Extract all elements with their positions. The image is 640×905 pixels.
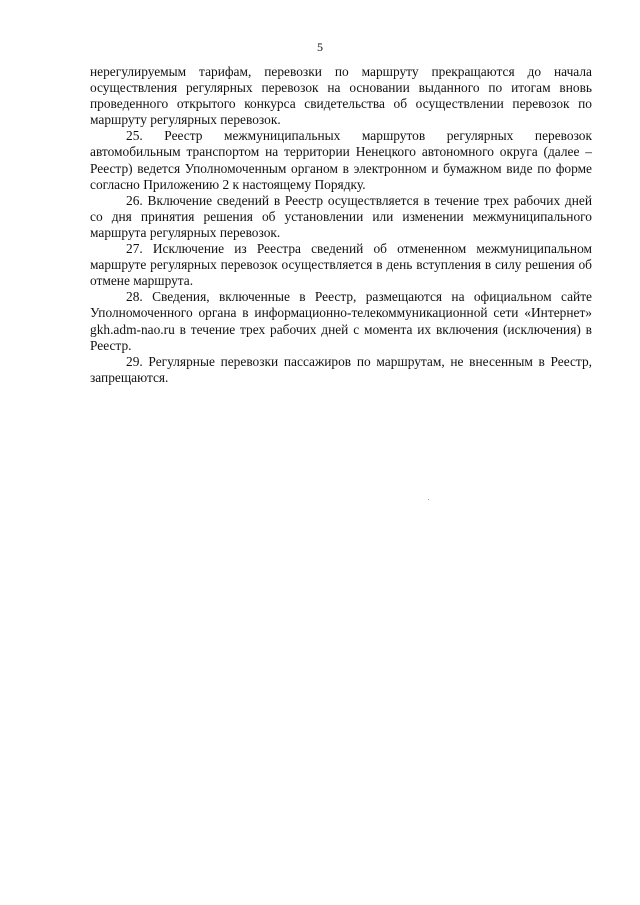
- scan-speck: [428, 499, 429, 500]
- page-number: 5: [317, 40, 323, 54]
- paragraph-item-28: 28. Сведения, включенные в Реестр, размещаются на официальном сайте Уполномоченного органа в информационно-телекоммуникационной сети «Интернет» gkh.adm-nao.ru в течение трех рабочих дней с момента их включения (исключения) в Реестр.: [90, 289, 592, 353]
- paragraph-continuation: нерегулируемым тарифам, перевозки по маршруту прекращаются до начала осуществления регулярных перевозок на основании выданного по итогам вновь проведенного открытого конкурса свидетельства об осуществлении перевозок по маршруту регулярных перевозок.: [90, 64, 592, 128]
- paragraph-item-29: 29. Регулярные перевозки пассажиров по маршрутам, не внесенным в Реестр, запрещаются.: [90, 353, 592, 385]
- document-body: [90, 64, 592, 386]
- paragraph-item-27: 27. Исключение из Реестра сведений об отмененном межмуниципальном маршруте регулярных перевозок осуществляется в день вступления в силу решения об отмене маршрута.: [90, 241, 592, 289]
- paragraph-item-26: 26. Включение сведений в Реестр осуществляется в течение трех рабочих дней со дня принятия решения об установлении или изменении межмуниципального маршрута регулярных перевозок.: [90, 192, 592, 240]
- paragraph-item-25: 25. Реестр межмуниципальных маршрутов регулярных перевозок автомобильным транспортом на территории Ненецкого автономного округа (далее – Реестр) ведется Уполномоченным органом в электронном и бумажном виде по форме согласно Приложению 2 к настоящему Порядку.: [90, 128, 592, 192]
